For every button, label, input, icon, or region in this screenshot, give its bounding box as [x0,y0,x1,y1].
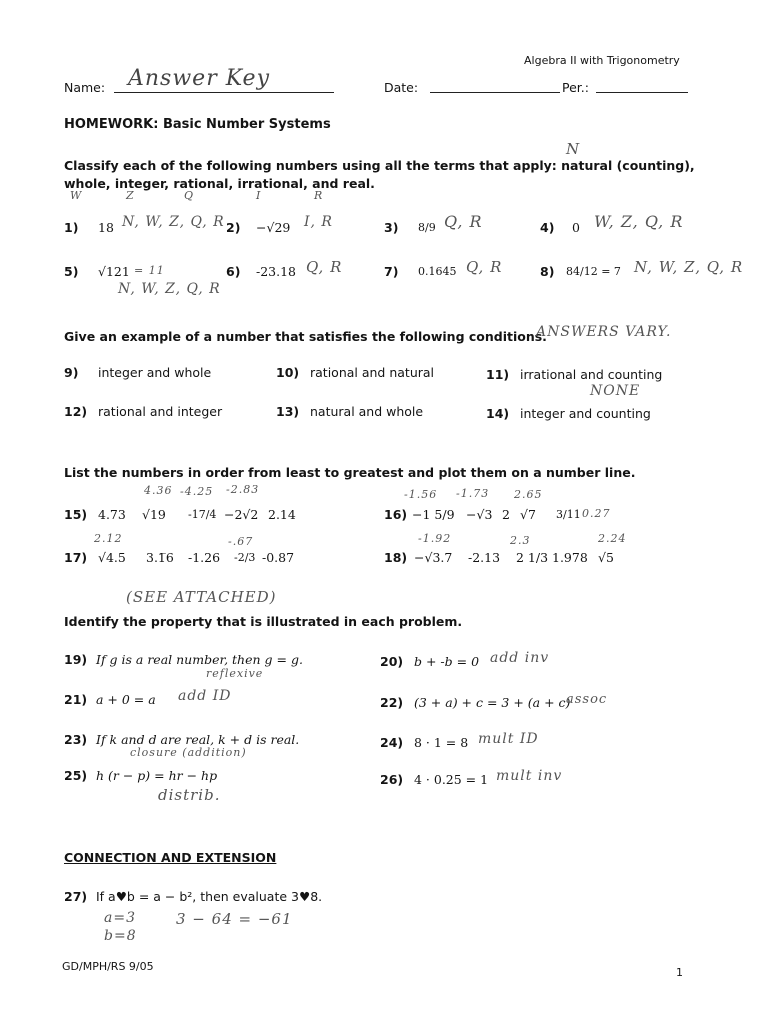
item-number: 15) [64,507,88,522]
item-answer: Q, R [466,258,503,276]
item-answer: NONE [590,383,641,399]
item-number: 9) [64,365,79,380]
item-text: natural and whole [310,404,424,419]
item-number: 23) [64,732,88,747]
item-work: 0.27 [582,507,611,520]
item-work: 2.12 [94,532,123,545]
item-number: 13) [276,404,300,419]
footer-code: GD/MPH/RS 9/05 [62,960,154,973]
see-attached-note: (SEE ATTACHED) [126,588,277,606]
item-value: √19 [142,507,166,522]
item-value: −2√2 [224,507,259,522]
work-a: a=3 [104,910,136,926]
item-expr: 8/9 [418,221,436,234]
item-value: 2.14 [268,507,296,522]
item-number: 12) [64,404,88,419]
term-W: W [70,189,83,202]
item-number: 21) [64,692,88,707]
item-number: 4) [540,220,555,235]
item-answer: add ID [178,688,232,704]
item-value: −1 5/9 [412,507,455,522]
section1-instruction-2: whole, integer, rational, irrational, and real. [64,176,375,191]
item-answer: Q, R [306,258,343,276]
item-number: 16) [384,507,408,522]
item-value: 2 [502,507,510,522]
section2-note: ANSWERS VARY. [536,324,672,340]
item-text: integer and counting [520,406,651,421]
date-line [430,78,560,93]
item-value: −√3.7 [414,550,453,565]
term-I: I [256,189,262,202]
item-work: -4.25 [180,485,214,498]
item-answer: N, W, Z, Q, R [634,258,744,276]
item-number: 1) [64,220,79,235]
item-text: (3 + a) + c = 3 + (a + c) [414,695,571,710]
item-value: -2.13 [468,550,501,565]
item-value: −√3 [466,507,493,522]
item-answer: add inv [490,650,550,666]
item-number: 5) [64,264,79,279]
item-value: -0.87 [262,550,295,565]
work-result: 3 − 64 = −61 [176,910,293,928]
item-value: -17/4 [188,508,217,521]
item-answer: mult inv [496,768,563,784]
date-label: Date: [384,80,419,95]
item-expr: 0 [572,220,580,235]
item-number: 2) [226,220,241,235]
section4-instruction: Identify the property that is illustrated in each problem. [64,614,463,629]
item-number: 22) [380,695,404,710]
page-title: HOMEWORK: Basic Number Systems [64,117,331,132]
item-expr: 84/12 = 7 [566,265,621,278]
period-line [596,78,688,93]
item-number: 17) [64,550,88,565]
item-text: 4 · 0.25 = 1 [414,772,489,787]
item-number: 25) [64,768,88,783]
item-answer: N, W, Z, Q, R [118,281,221,297]
item-number: 11) [486,367,510,382]
item-number: 3) [384,220,399,235]
term-N: N [566,140,581,158]
item-text: b + -b = 0 [414,654,480,669]
name-handwritten: Answer Key [128,66,270,91]
item-number: 27) [64,889,88,904]
item-work: -.67 [228,535,254,548]
section5-heading: CONNECTION AND EXTENSION [64,850,277,865]
item-answer: reflexive [206,667,264,680]
item-expr: 18 [98,220,114,235]
term-Q: Q [184,189,195,202]
item-work: 2.65 [514,488,543,501]
item-answer: mult ID [478,731,539,747]
item-text: irrational and counting [520,367,663,382]
item-text: h (r − p) = hr − hp [96,768,218,783]
item-text: If a♥b = a − b², then evaluate 3♥8. [96,889,323,904]
item-value: 3/11 [556,508,581,521]
item-text: If k and d are real, k + d is real. [96,732,300,747]
item-expr: −√29 [256,220,291,235]
item-number: 10) [276,365,300,380]
item-text: rational and natural [310,365,435,380]
period-label: Per.: [562,80,589,95]
term-R: R [314,189,324,202]
item-answer: assoc [566,692,608,707]
item-number: 26) [380,772,404,787]
item-expr: √121 [98,264,130,279]
item-work: -2.83 [226,483,260,496]
item-number: 6) [226,264,241,279]
item-text: integer and whole [98,365,212,380]
item-number: 24) [380,735,404,750]
item-value: √5 [598,550,614,565]
item-expr: -23.18 [256,264,297,279]
item-work: 4.36 [144,484,173,497]
section1-instruction-1: Classify each of the following numbers using all the terms that apply: natural (counting), [64,158,695,173]
item-value: -2/3 [234,551,256,564]
item-value: -1.26 [188,550,221,565]
item-text: 8 · 1 = 8 [414,735,469,750]
course-title: Algebra II with Trigonometry [524,54,680,67]
item-work: = 11 [134,264,165,277]
item-work: 2.3 [510,534,531,547]
item-expr: 0.1645 [418,265,457,278]
item-answer: distrib. [158,786,221,804]
item-number: 8) [540,264,555,279]
item-answer: N, W, Z, Q, R [122,214,225,230]
item-value: 4.73 [98,507,126,522]
item-number: 7) [384,264,399,279]
section2-instruction: Give an example of a number that satisfies the following conditions. [64,329,547,344]
item-work: 2.24 [598,532,627,545]
item-text: a + 0 = a [96,692,156,707]
item-number: 14) [486,406,510,421]
item-text: If g is a real number, then g = g. [96,652,303,667]
item-work: -1.73 [456,487,490,500]
item-answer: I, R [304,214,333,230]
item-work: -1.56 [404,488,438,501]
item-number: 19) [64,652,88,667]
work-b: b=8 [104,928,137,944]
name-label: Name: [64,80,106,95]
item-work: -1.92 [418,532,452,545]
item-text: rational and integer [98,404,223,419]
item-answer: Q, R [444,212,483,231]
item-number: 18) [384,550,408,565]
item-answer: closure (addition) [130,746,247,759]
item-number: 20) [380,654,404,669]
item-value: √4.5 [98,550,126,565]
item-value: 3.1̅6 [146,550,174,565]
page-number: 1 [676,966,683,979]
section3-instruction: List the numbers in order from least to greatest and plot them on a number line. [64,465,636,480]
item-answer: W, Z, Q, R [594,212,684,231]
item-value: √7 [520,507,536,522]
item-value: 1.978 [552,550,588,565]
item-value: 2 1/3 [516,550,549,565]
term-Z: Z [126,189,135,202]
